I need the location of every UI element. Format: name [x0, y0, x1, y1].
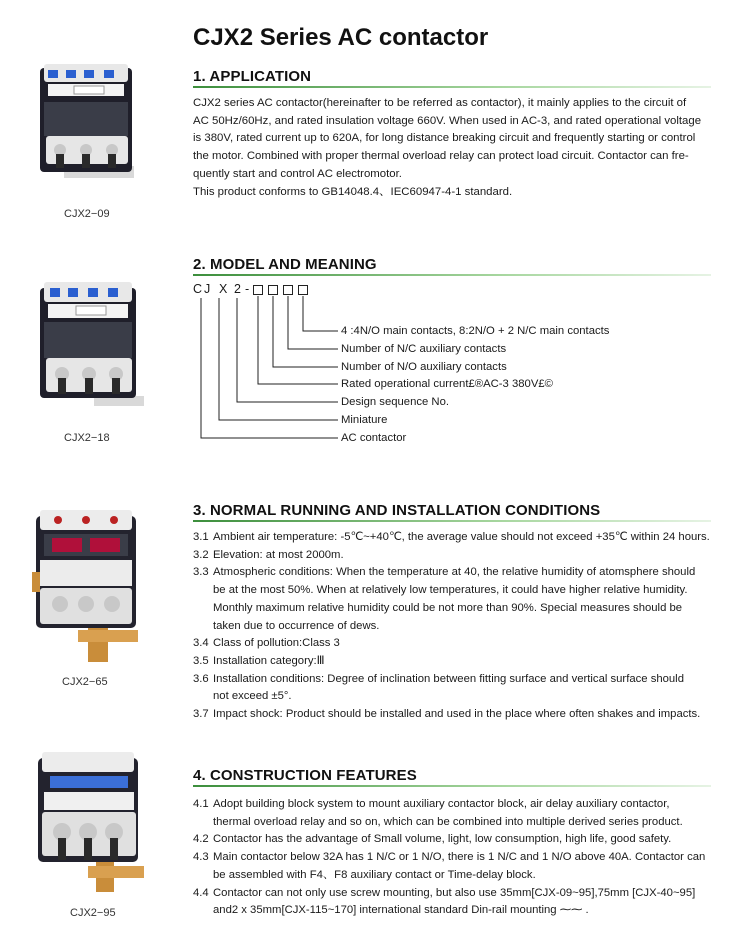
section-heading-construction: 4. CONSTRUCTION FEATURES	[193, 767, 417, 784]
item-number: 4.2	[193, 833, 209, 846]
product-image-cjx2-95	[30, 746, 150, 896]
product-image-cjx2-18	[34, 278, 144, 418]
item-number: 4.4	[193, 886, 209, 899]
list-item	[193, 706, 718, 724]
text-line: CJX2 series AC contactor(hereinafter to be referred as contactor), it mainly applies to the circuit of	[193, 97, 687, 109]
list-item	[193, 635, 718, 653]
section-heading-application: 1. APPLICATION	[193, 68, 312, 85]
model-connector-lines	[193, 282, 353, 442]
list-item	[193, 671, 718, 706]
model-meaning: AC contactor	[341, 432, 407, 444]
model-diagram	[193, 282, 633, 442]
text-line: taken due to occurrence of dews.	[213, 619, 380, 632]
model-code-char: J	[204, 282, 211, 296]
list-item	[193, 529, 718, 547]
item-number: 3.4	[193, 637, 209, 650]
item-number: 4.3	[193, 851, 209, 864]
model-code-char: X	[219, 282, 228, 296]
model-meaning: Rated operational current£®AC-3 380V£©	[341, 378, 553, 390]
list-item	[193, 796, 718, 831]
section-heading-conditions: 3. NORMAL RUNNING AND INSTALLATION CONDITIONS	[193, 502, 601, 519]
product-image-cjx2-65	[28, 502, 148, 667]
page-title: CJX2 Series AC contactor	[193, 24, 489, 51]
section-divider	[193, 520, 711, 522]
model-code-char: 2	[234, 282, 241, 296]
text-line: Adopt building block system to mount auxiliary contactor block, air delay auxiliary contactor,	[213, 798, 670, 810]
text-line: Contactor has the advantage of Small volume, light, low consumption, high life, good safety.	[213, 833, 672, 846]
product-caption: CJX2−65	[62, 676, 108, 688]
model-meaning: Miniature	[341, 414, 388, 426]
construction-list	[193, 796, 718, 920]
list-item	[193, 885, 718, 920]
text-line: quently start and control AC electromotor.	[193, 167, 402, 180]
product-caption: CJX2−95	[70, 907, 116, 919]
text-line: Installation category:Ⅲ	[213, 654, 325, 667]
list-item	[193, 849, 718, 884]
item-number: 3.6	[193, 672, 209, 685]
text-line: AC 50Hz/60Hz, and rated insulation voltage 660V. When used in AC-3, and rated operational voltage	[193, 114, 702, 127]
item-number: 3.1	[193, 531, 209, 543]
section-divider	[193, 86, 711, 88]
text-line: Atmospheric conditions: When the temperature at 40, the relative humidity of atomsphere should	[213, 566, 696, 579]
model-code-char: C	[193, 282, 203, 296]
text-line: Installation conditions: Degree of inclination between fitting surface and vertical surface should	[213, 672, 684, 685]
model-meaning: Number of N/O auxiliary contacts	[341, 361, 507, 373]
product-caption: CJX2−18	[64, 432, 110, 444]
text-line: be assembled with F4、F8 auxiliary contact or Time-delay block.	[213, 868, 536, 881]
model-meaning: 4 :4N/O main contacts, 8:2N/O + 2 N/C main contacts	[341, 325, 610, 337]
text-line: Impact shock: Product should be installed and used in the place where often shakes and impacts.	[213, 708, 701, 721]
conditions-list	[193, 529, 718, 724]
text-line: Monthly maximum relative humidity could be not more than 90%. Special measures should be	[213, 601, 683, 614]
text-line: thermal overload relay and so on, which can be combined into multiple derived series product.	[213, 815, 683, 828]
item-number: 4.1	[193, 798, 209, 810]
text-line: not exceed ±5°.	[213, 690, 292, 703]
text-line: Elevation: at most 2000m.	[213, 548, 344, 561]
text-line: Class of pollution:Class 3	[213, 637, 340, 650]
text-line: Ambient air temperature: -5℃~+40℃, the average value should not exceed +35℃ within 24 hours.	[213, 531, 710, 543]
model-code-char: -	[245, 282, 250, 296]
item-number: 3.5	[193, 654, 209, 667]
item-number: 3.2	[193, 548, 209, 561]
text-line: is 380V, rated current up to 620A, for long distance breaking circuit and frequently starting or control	[193, 132, 696, 145]
text-line: the motor. Combined with proper thermal overload relay can protect load circuit. Contactor can fre-	[193, 150, 689, 163]
item-number: 3.7	[193, 708, 209, 721]
list-item	[193, 653, 718, 671]
section-divider	[193, 274, 711, 276]
section-divider	[193, 785, 711, 787]
text-line: Main contactor below 32A has 1 N/C or 1 N/O, there is 1 N/C and 1 N/O above 40A. Contactor can	[213, 851, 706, 864]
item-number: 3.3	[193, 566, 209, 579]
text-line: This product conforms to GB14048.4、IEC60947-4-1 standard.	[193, 185, 513, 198]
model-meaning: Number of N/C auxiliary contacts	[341, 343, 507, 355]
text-line: and2 x 35mm[CJX-115~170] international standard Din-rail mounting ⁓⁓ .	[213, 904, 589, 917]
product-image-cjx2-09	[34, 58, 144, 198]
section-heading-model: 2. MODEL AND MEANING	[193, 256, 377, 273]
product-caption: CJX2−09	[64, 208, 110, 220]
list-item	[193, 547, 718, 565]
list-item	[193, 564, 718, 635]
application-text	[193, 95, 713, 201]
model-meaning: Design sequence No.	[341, 396, 450, 408]
list-item	[193, 831, 718, 849]
text-line: be at the most 50%. When at relatively low temperatures, it could have higher relative humidity.	[213, 584, 688, 597]
text-line: Contactor can not only use screw mounting, but also use 35mm[CJX-09~95],75mm [CJX-40~95]	[213, 886, 696, 899]
